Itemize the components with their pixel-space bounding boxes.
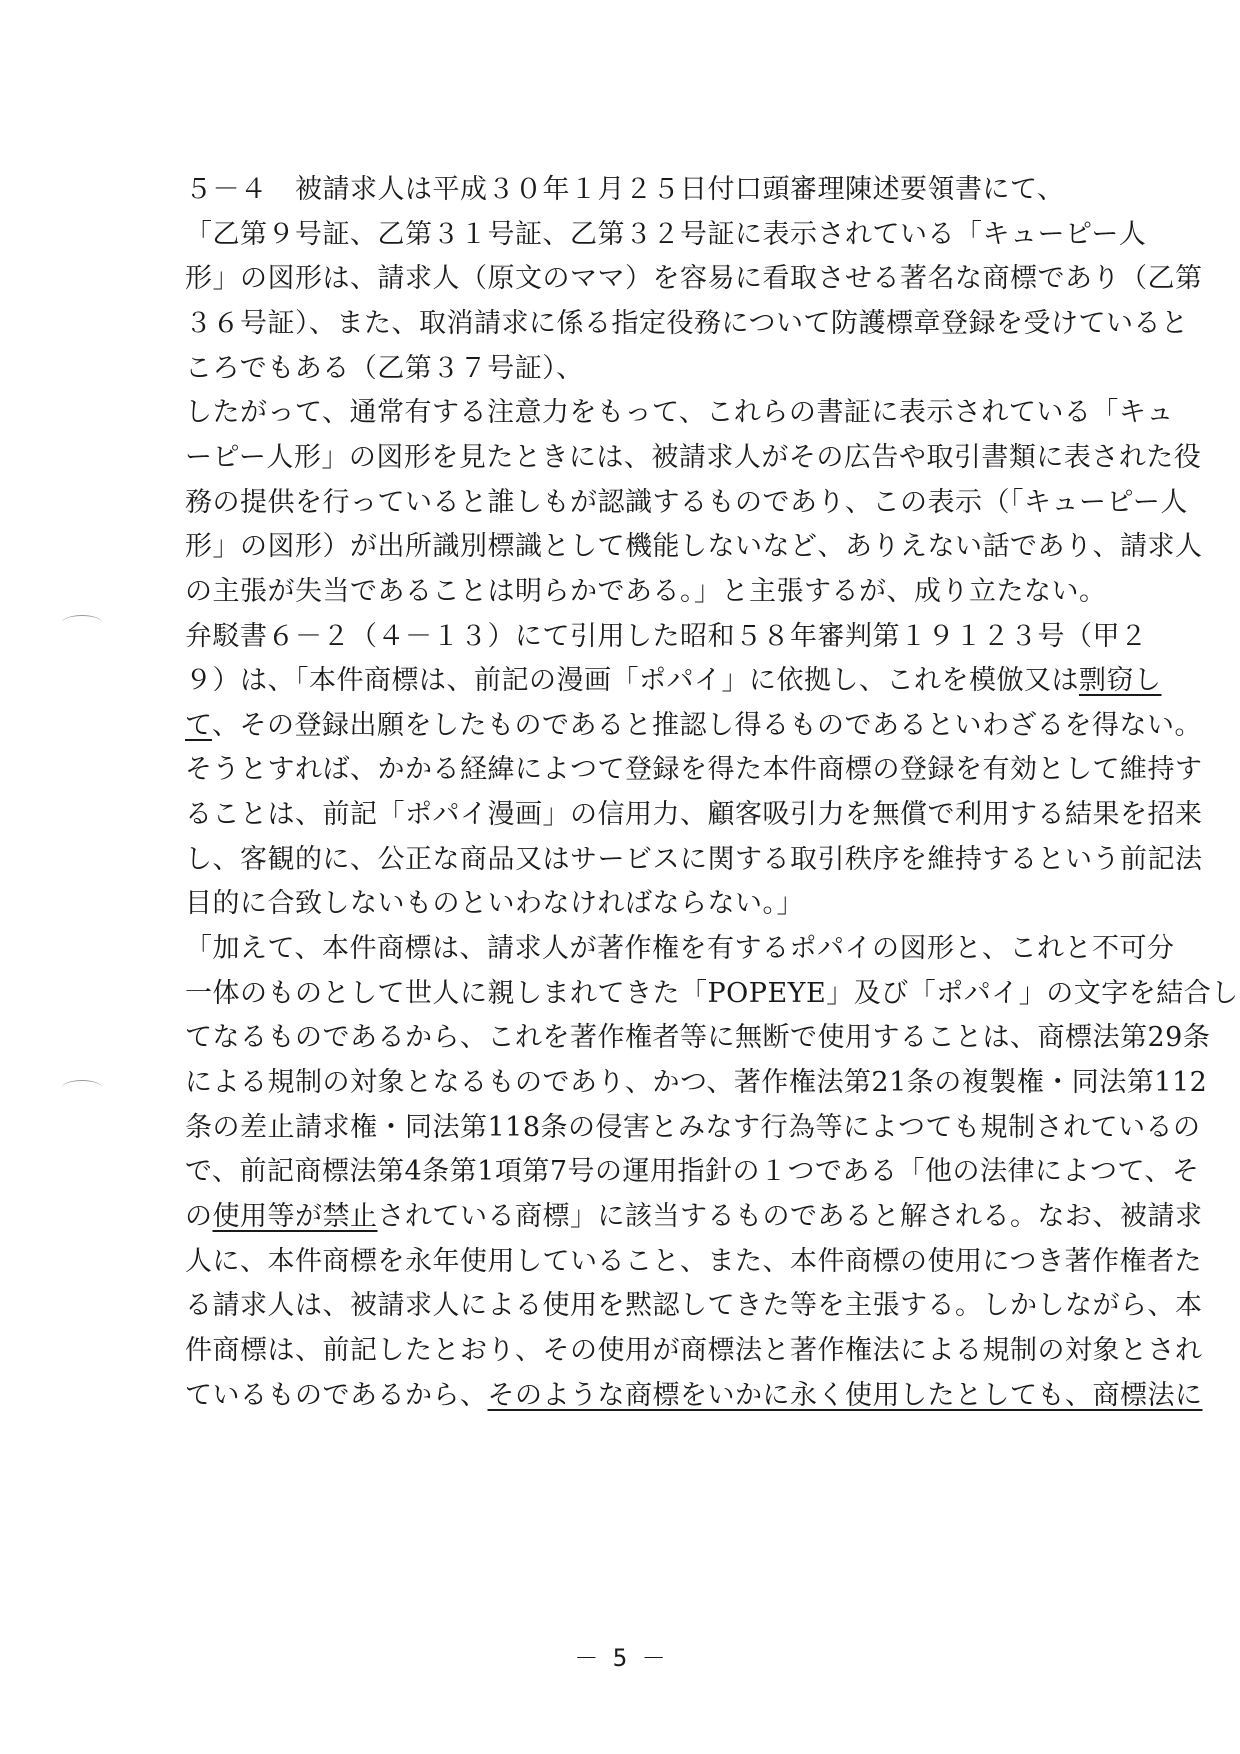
text-line bbox=[185, 797, 1203, 833]
text-segment: ５－４ 被請求人は平成３０年１月２５日付口頭審理陳述要領書にて、 bbox=[185, 174, 1065, 205]
text-segment: し、客観的に、公正な商品又はサービスに関する取引秩序を維持するという前記法 bbox=[185, 844, 1203, 875]
text-line bbox=[185, 217, 1147, 253]
text-segment: ９）は、「本件商標は、前記の漫画「ポパイ」に依拠し、これを模倣又は bbox=[185, 665, 1079, 696]
text-segment: ころでもある（乙第３７号証）、 bbox=[185, 353, 584, 384]
text-segment: 形」の図形）が出所識別標識として機能しないなど、ありえない話であり、請求人 bbox=[185, 531, 1203, 562]
text-segment: 件商標は、前記したとおり、その使用が商標法と著作権法による規制の対象とされ bbox=[185, 1335, 1203, 1366]
text-line bbox=[185, 931, 1175, 967]
text-segment: による規制の対象となるものであり、かつ、著作権法第21条の複製権・同法第112 bbox=[185, 1067, 1208, 1098]
text-segment: そうとすれば、かかる経緯によつて登録を得た本件商標の登録を有効として維持す bbox=[185, 754, 1203, 785]
underlined-text: 使用等が禁止 bbox=[212, 1201, 378, 1232]
text-segment: ーピー人形」の図形を見たときには、被請求人がその広告や取引書類に表された役 bbox=[185, 442, 1202, 473]
text-line bbox=[185, 574, 1110, 610]
text-line bbox=[185, 440, 1202, 476]
text-line bbox=[185, 306, 1189, 342]
text-line bbox=[185, 842, 1203, 878]
text-line bbox=[185, 976, 1239, 1012]
text-line bbox=[185, 351, 1110, 387]
text-segment: てなるものであるから、これを著作権者等に無断で使用することは、商標法第29条 bbox=[185, 1022, 1211, 1053]
text-line bbox=[185, 1110, 1201, 1146]
text-line bbox=[185, 1333, 1203, 1369]
text-line bbox=[185, 619, 1148, 655]
text-segment: 弁駁書６－２（４－１３）にて引用した昭和５８年審判第１９１２３号（甲２ bbox=[185, 621, 1148, 652]
text-line bbox=[185, 485, 1188, 521]
text-line bbox=[185, 886, 1110, 922]
text-segment: で、前記商標法第4条第1項第7号の運用指針の１つである「他の法律によつて、そ bbox=[185, 1156, 1200, 1187]
text-line bbox=[185, 1154, 1200, 1190]
text-segment: 条の差止請求権・同法第118条の侵害とみなす行為等によつても規制されているの bbox=[185, 1112, 1201, 1143]
text-segment: 一体のものとして世人に親しまれてきた「POPEYE」及び「ポパイ」の文字を結合し bbox=[185, 978, 1239, 1009]
punch-hole-mark bbox=[62, 615, 102, 630]
text-line bbox=[185, 752, 1203, 788]
text-line bbox=[185, 1065, 1208, 1101]
text-line bbox=[185, 261, 1203, 297]
text-segment: ３６号証）、また、取消請求に係る指定役務について防護標章登録を受けていると bbox=[185, 308, 1189, 339]
text-segment: 「加えて、本件商標は、請求人が著作権を有するポパイの図形と、これと不可分 bbox=[185, 933, 1175, 964]
text-segment: 務の提供を行っていると誰しもが認識するものであり、この表示（「キューピー人 bbox=[185, 487, 1188, 518]
text-line bbox=[185, 172, 1110, 208]
text-segment: る請求人は、被請求人による使用を黙認してきた等を主張する。しかしながら、本 bbox=[185, 1290, 1203, 1321]
text-segment: 、その登録出願をしたものであると推認し得るものであるといわざるを得ない。 bbox=[211, 710, 1202, 741]
text-line bbox=[185, 1378, 1203, 1414]
text-segment: の bbox=[185, 1201, 213, 1232]
text-segment: したがって、通常有する注意力をもって、これらの書証に表示されている「キュ bbox=[185, 397, 1174, 428]
underlined-text: 剽窃し bbox=[1079, 665, 1162, 696]
text-segment: 形」の図形は、請求人（原文のママ）を容易に看取させる著名な商標であり（乙第 bbox=[185, 263, 1203, 294]
text-segment: 人に、本件商標を永年使用していること、また、本件商標の使用につき著作権者た bbox=[185, 1246, 1202, 1277]
text-line bbox=[185, 529, 1203, 565]
page-number: － 5 － bbox=[574, 1644, 666, 1672]
text-line bbox=[185, 1244, 1202, 1280]
underlined-text: て bbox=[185, 710, 212, 741]
text-segment: 目的に合致しないものといわなければならない。」 bbox=[185, 888, 804, 919]
text-segment: の主張が失当であることは明らかである。」と主張するが、成り立たない。 bbox=[185, 576, 1107, 607]
text-line bbox=[185, 395, 1174, 431]
text-segment: ているものであるから、 bbox=[185, 1380, 488, 1411]
text-line bbox=[185, 663, 1162, 699]
underlined-text: そのような商標をいかに永く使用したとしても、商標法に bbox=[487, 1380, 1203, 1411]
text-line bbox=[185, 1288, 1203, 1324]
text-line bbox=[185, 1199, 1203, 1235]
punch-hole-mark bbox=[62, 1080, 102, 1095]
text-segment: 「乙第９号証、乙第３１号証、乙第３２号証に表示されている「キューピー人 bbox=[185, 219, 1147, 250]
text-segment: ることは、前記「ポパイ漫画」の信用力、顧客吸引力を無償で利用する結果を招来 bbox=[185, 799, 1203, 830]
text-line bbox=[185, 1020, 1211, 1056]
text-line bbox=[185, 708, 1202, 744]
text-segment: されている商標」に該当するものであると解される。なお、被請求 bbox=[377, 1201, 1203, 1232]
